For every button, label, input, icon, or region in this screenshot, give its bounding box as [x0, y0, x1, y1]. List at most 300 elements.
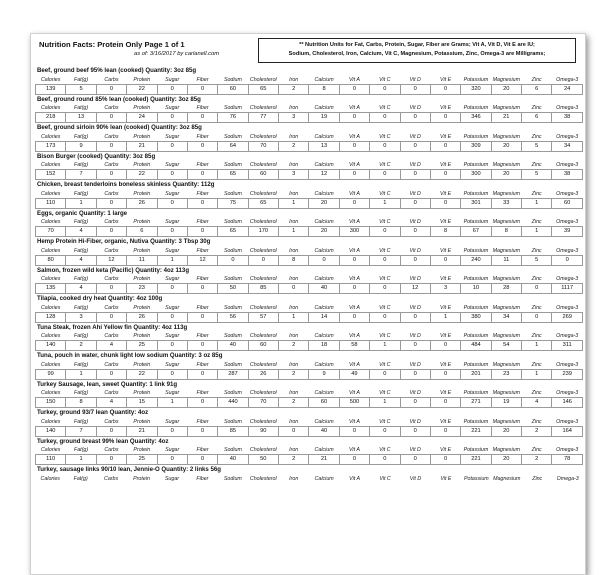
- value-cell: 2: [279, 398, 309, 408]
- value-cell: 0: [187, 84, 217, 94]
- column-header: Sodium: [223, 219, 242, 225]
- header-row: [36, 361, 583, 370]
- column-header: Calcium: [314, 304, 334, 311]
- food-item: [35, 95, 581, 124]
- column-header: Carbs: [104, 162, 119, 168]
- food-name: Beef, ground beef 95% lean (cooked) Quantity: 3oz 85g: [37, 67, 197, 74]
- value-cell: 2: [279, 369, 309, 379]
- value-cell: 5: [522, 141, 552, 151]
- value-cell: 33: [491, 198, 521, 208]
- column-header: Cholesterol: [249, 190, 277, 197]
- value-cell: 5: [66, 84, 96, 94]
- food-item: [35, 152, 581, 181]
- column-header: Iron: [289, 190, 299, 197]
- column-header: Sodium: [223, 390, 242, 396]
- column-header: Cholesterol: [249, 76, 277, 83]
- column-header: Calcium: [314, 447, 334, 453]
- value-cell: 38: [552, 113, 583, 123]
- value-cell: 20: [491, 141, 521, 151]
- value-cell: 0: [187, 426, 217, 436]
- column-header: Omega-3: [556, 76, 579, 83]
- column-header: Potassium: [463, 133, 489, 140]
- value-cell: 0: [400, 84, 430, 94]
- column-header: Vit A: [348, 76, 360, 83]
- value-cell: 60: [552, 198, 583, 208]
- column-header: Protein: [133, 475, 150, 482]
- value-cell: 8: [279, 255, 309, 265]
- value-cell: 0: [430, 255, 460, 265]
- column-header: Fat(g): [73, 247, 89, 254]
- column-header: Vit E: [440, 276, 452, 282]
- column-header: Omega-3: [556, 390, 579, 396]
- value-cell: 0: [430, 341, 460, 351]
- column-header: Vit A: [348, 447, 360, 453]
- value-cell: 300: [461, 170, 491, 180]
- column-header: Fat(g): [73, 447, 89, 453]
- column-header: Magnesium: [492, 418, 520, 425]
- column-header: Vit C: [379, 304, 391, 311]
- nutrition-table: [35, 76, 583, 95]
- column-header: Calories: [40, 276, 61, 282]
- value-cell: 0: [370, 369, 400, 379]
- food-item: [35, 237, 581, 266]
- value-cell: 0: [430, 369, 460, 379]
- value-cell: 0: [96, 284, 126, 294]
- column-header: Potassium: [463, 418, 489, 425]
- value-cell: 0: [370, 113, 400, 123]
- value-cell: 0: [187, 312, 217, 322]
- value-cell: 15: [127, 398, 157, 408]
- value-cell: 0: [430, 113, 460, 123]
- value-cell: 2: [279, 141, 309, 151]
- value-cell: 500: [339, 398, 369, 408]
- header-row: [36, 275, 583, 284]
- column-header: Magnesium: [492, 76, 520, 83]
- value-cell: 13: [66, 113, 96, 123]
- value-cell: 1: [522, 369, 552, 379]
- value-cell: 2: [66, 341, 96, 351]
- column-header: Vit A: [348, 390, 360, 396]
- value-cell: 12: [400, 284, 430, 294]
- column-header: Zinc: [531, 219, 542, 225]
- column-header: Sugar: [165, 361, 180, 368]
- value-cell: 40: [309, 426, 339, 436]
- column-header: Fat(g): [73, 162, 89, 168]
- value-cell: 0: [187, 227, 217, 237]
- value-cell: 0: [370, 141, 400, 151]
- column-header: Vit E: [440, 447, 452, 453]
- value-cell: 0: [430, 426, 460, 436]
- column-header: Zinc: [531, 276, 542, 282]
- column-header: Potassium: [463, 276, 489, 282]
- value-cell: 1: [279, 198, 309, 208]
- column-header: Vit E: [440, 219, 452, 225]
- column-header: Zinc: [531, 190, 542, 197]
- value-cell: 0: [96, 227, 126, 237]
- column-header: Potassium: [463, 333, 489, 339]
- column-header: Carbs: [104, 333, 119, 339]
- food-name: Beef, ground round 85% lean (cooked) Quantity: 3oz 85g: [37, 95, 201, 103]
- column-header: Omega-3: [556, 190, 579, 197]
- column-header: Vit D: [409, 304, 421, 311]
- value-cell: 25: [127, 341, 157, 351]
- value-cell: 0: [522, 284, 552, 294]
- value-cell: 8: [491, 227, 521, 237]
- column-header: Magnesium: [492, 219, 520, 225]
- value-cell: 0: [339, 255, 369, 265]
- column-header: Vit D: [409, 447, 421, 453]
- column-header: Calcium: [314, 162, 334, 168]
- value-cell: 1: [522, 341, 552, 351]
- column-header: Vit E: [440, 133, 452, 140]
- column-header: Calcium: [314, 219, 334, 225]
- value-cell: 0: [400, 341, 430, 351]
- column-header: Vit A: [348, 361, 360, 368]
- value-cell: 1: [430, 312, 460, 322]
- value-cell: 0: [370, 426, 400, 436]
- value-cell: 20: [491, 426, 521, 436]
- value-cell: 40: [309, 284, 339, 294]
- column-header: Calories: [40, 361, 61, 368]
- column-header: Vit D: [409, 190, 421, 197]
- value-cell: 128: [36, 312, 66, 322]
- value-cell: 0: [96, 170, 126, 180]
- value-cell: 64: [218, 141, 248, 151]
- value-cell: 140: [36, 426, 66, 436]
- value-cell: 1: [279, 227, 309, 237]
- value-cell: 26: [127, 198, 157, 208]
- column-header: Calcium: [314, 133, 334, 140]
- column-header: Carbs: [104, 418, 119, 425]
- units-note-box: [258, 38, 576, 63]
- value-cell: 0: [370, 84, 400, 94]
- column-header: Sugar: [165, 162, 180, 168]
- value-cell: 240: [461, 255, 491, 265]
- column-header: Cholesterol: [249, 361, 277, 368]
- header-row: [36, 332, 583, 341]
- column-header: Fat(g): [73, 76, 89, 83]
- value-cell: 2: [522, 426, 552, 436]
- column-header: Fiber: [196, 447, 209, 453]
- header-row: [36, 247, 583, 256]
- header-row: [35, 475, 583, 483]
- column-header: Zinc: [531, 361, 542, 368]
- column-header: Magnesium: [492, 361, 520, 368]
- column-header: Vit A: [349, 475, 361, 482]
- value-cell: 2: [279, 341, 309, 351]
- value-cell: 164: [552, 426, 583, 436]
- column-header: Potassium: [463, 105, 489, 111]
- value-cell: 7: [66, 426, 96, 436]
- value-cell: 0: [96, 141, 126, 151]
- column-header: Fiber: [196, 390, 209, 396]
- value-cell: 269: [552, 312, 583, 322]
- value-cell: 6: [522, 84, 552, 94]
- column-header: Protein: [133, 418, 151, 425]
- column-header: Calcium: [314, 247, 334, 254]
- column-header: Vit E: [440, 390, 452, 396]
- column-header: Vit D: [409, 133, 421, 140]
- value-cell: 0: [279, 284, 309, 294]
- value-cell: 1: [66, 455, 96, 465]
- column-header: Sugar: [165, 447, 180, 453]
- value-cell: 0: [522, 312, 552, 322]
- value-cell: 0: [187, 369, 217, 379]
- value-cell: 26: [248, 369, 278, 379]
- value-cell: 20: [491, 84, 521, 94]
- column-header: Sodium: [223, 162, 242, 168]
- value-cell: 77: [248, 113, 278, 123]
- column-header: Vit E: [440, 247, 452, 254]
- value-cell: 58: [339, 341, 369, 351]
- value-cell: 1: [522, 198, 552, 208]
- nutrition-table: [35, 304, 583, 323]
- column-header: Potassium: [463, 76, 489, 83]
- column-header: Vit A: [348, 418, 360, 425]
- value-cell: 0: [400, 255, 430, 265]
- value-cell: 0: [187, 170, 217, 180]
- column-header: Calcium: [314, 361, 334, 368]
- value-cell: 1117: [552, 284, 583, 294]
- nutrition-table: [35, 389, 583, 408]
- column-header: Calories: [40, 418, 61, 425]
- value-cell: 0: [400, 227, 430, 237]
- value-cell: 40: [218, 455, 248, 465]
- column-header: Calories: [40, 247, 61, 254]
- column-header: Sodium: [223, 333, 242, 339]
- value-cell: 20: [309, 227, 339, 237]
- column-header: Zinc: [531, 133, 542, 140]
- column-header: Fat(g): [73, 276, 89, 282]
- value-cell: 221: [461, 426, 491, 436]
- nutrition-table: [35, 475, 583, 483]
- nutrition-table: [35, 361, 583, 380]
- nutrition-table: [35, 332, 583, 351]
- value-cell: 0: [157, 84, 187, 94]
- value-cell: 0: [339, 141, 369, 151]
- value-cell: 0: [157, 312, 187, 322]
- value-cell: 0: [96, 455, 126, 465]
- food-item: [35, 266, 581, 295]
- value-cell: 54: [491, 341, 521, 351]
- column-header: Carbs: [104, 276, 119, 282]
- column-header: Cholesterol: [249, 390, 277, 396]
- value-cell: 0: [157, 455, 187, 465]
- value-cell: 239: [552, 369, 583, 379]
- food-item: [35, 209, 581, 238]
- value-cell: 0: [400, 312, 430, 322]
- food-item: [35, 180, 581, 209]
- food-name: Hemp Protein Hi-Fiber, organic, Nutiva Quantity: 3 Tbsp 30g: [37, 238, 211, 245]
- column-header: Sodium: [223, 304, 242, 311]
- column-header: Fat(g): [73, 304, 89, 311]
- value-cell: 9: [309, 369, 339, 379]
- column-header: Zinc: [531, 333, 542, 339]
- column-header: Fat(g): [73, 361, 89, 368]
- column-header: Magnesium: [492, 276, 520, 282]
- column-header: Calcium: [314, 190, 334, 197]
- column-header: Calories: [40, 190, 61, 197]
- column-header: Vit C: [379, 475, 391, 482]
- column-header: Zinc: [531, 162, 542, 168]
- value-cell: 0: [96, 312, 126, 322]
- column-header: Iron: [289, 390, 299, 396]
- value-cell: 0: [157, 198, 187, 208]
- column-header: Sodium: [223, 247, 242, 254]
- header-row: [36, 76, 583, 85]
- column-header: Vit C: [379, 105, 391, 111]
- column-header: Omega-3: [556, 247, 579, 254]
- column-header: Magnesium: [492, 162, 520, 168]
- column-header: Iron: [289, 247, 299, 254]
- column-header: Vit A: [348, 333, 360, 339]
- food-name: Eggs, organic Quantity: 1 large: [37, 209, 128, 217]
- value-cell: 0: [339, 426, 369, 436]
- value-cell: 440: [218, 398, 248, 408]
- column-header: Fiber: [196, 361, 209, 368]
- column-header: Sodium: [223, 447, 242, 453]
- column-header: Protein: [133, 76, 151, 83]
- value-cell: 24: [127, 113, 157, 123]
- value-cell: 0: [400, 455, 430, 465]
- nutrition-table: [35, 161, 583, 180]
- value-cell: 0: [430, 84, 460, 94]
- value-cell: 65: [248, 84, 278, 94]
- column-header: Zinc: [531, 105, 542, 111]
- column-header: Calcium: [314, 333, 334, 339]
- value-cell: 0: [400, 113, 430, 123]
- column-header: Fiber: [196, 304, 209, 311]
- value-row: [36, 141, 583, 151]
- value-cell: 85: [218, 426, 248, 436]
- value-row: [36, 455, 583, 465]
- value-cell: 320: [461, 84, 491, 94]
- column-header: Vit A: [348, 162, 360, 168]
- value-cell: 8: [430, 227, 460, 237]
- value-cell: 0: [400, 170, 430, 180]
- column-header: Fiber: [196, 219, 209, 225]
- column-header: Omega-3: [556, 276, 579, 282]
- column-header: Fiber: [196, 418, 209, 425]
- column-header: Vit D: [409, 162, 421, 168]
- value-cell: 0: [400, 426, 430, 436]
- value-cell: 40: [218, 341, 248, 351]
- value-cell: 380: [461, 312, 491, 322]
- column-header: Vit A: [348, 105, 360, 111]
- value-cell: 0: [187, 141, 217, 151]
- column-header: Fat(g): [73, 390, 89, 396]
- column-header: Sodium: [223, 276, 242, 282]
- value-cell: 0: [187, 198, 217, 208]
- value-row: [36, 198, 583, 208]
- value-cell: 60: [218, 84, 248, 94]
- value-row: [36, 255, 583, 265]
- column-header: Vit D: [409, 475, 422, 482]
- column-header: Vit E: [440, 475, 452, 482]
- column-header: Vit D: [409, 418, 421, 425]
- column-header: Vit C: [379, 219, 391, 225]
- food-name: Beef, ground sirloin 90% lean (cooked) Quantity: 3oz 85g: [37, 124, 202, 131]
- value-cell: 34: [491, 312, 521, 322]
- nutrition-table: [35, 104, 583, 123]
- value-cell: 311: [552, 341, 583, 351]
- column-header: Iron: [289, 304, 299, 311]
- column-header: Vit D: [409, 276, 421, 282]
- value-cell: 50: [248, 455, 278, 465]
- column-header: Potassium: [463, 361, 489, 368]
- column-header: Cholesterol: [249, 304, 277, 311]
- column-header: Sugar: [165, 76, 180, 83]
- column-header: Calcium: [314, 475, 334, 482]
- column-header: Magnesium: [492, 304, 520, 311]
- value-cell: 0: [430, 398, 460, 408]
- column-header: Vit D: [409, 219, 421, 225]
- column-header: Sugar: [164, 475, 180, 482]
- value-cell: 139: [36, 84, 66, 94]
- value-cell: 218: [36, 113, 66, 123]
- column-header: Cholesterol: [249, 418, 277, 425]
- column-header: Vit C: [379, 133, 391, 140]
- food-item: [35, 437, 581, 466]
- value-cell: 13: [309, 141, 339, 151]
- value-cell: 1: [522, 227, 552, 237]
- column-header: Vit C: [379, 361, 391, 368]
- column-header: Protein: [133, 447, 151, 453]
- column-header: Vit E: [440, 76, 452, 83]
- column-header: Sodium: [223, 190, 242, 197]
- column-header: Fiber: [196, 475, 209, 482]
- column-header: Carbs: [104, 447, 119, 453]
- column-header: Cholesterol: [249, 276, 277, 282]
- value-cell: 8: [66, 398, 96, 408]
- value-cell: 0: [309, 255, 339, 265]
- value-row: [36, 113, 583, 123]
- header-row: [36, 104, 583, 113]
- value-cell: 221: [461, 455, 491, 465]
- column-header: Vit C: [379, 418, 391, 425]
- value-cell: 0: [370, 170, 400, 180]
- column-header: Vit A: [348, 247, 360, 254]
- column-header: Calories: [40, 76, 61, 83]
- column-header: Calcium: [314, 76, 334, 83]
- column-header: Sugar: [165, 190, 180, 197]
- value-cell: 0: [157, 284, 187, 294]
- value-cell: 1: [370, 198, 400, 208]
- value-cell: 0: [96, 426, 126, 436]
- food-list: [31, 66, 585, 483]
- column-header: Vit A: [348, 276, 360, 282]
- column-header: Calories: [40, 219, 61, 225]
- column-header: Carbs: [104, 475, 119, 482]
- value-cell: 24: [552, 84, 583, 94]
- value-cell: 287: [218, 369, 248, 379]
- column-header: Sugar: [165, 333, 180, 339]
- column-header: Protein: [133, 361, 151, 368]
- value-cell: 57: [248, 312, 278, 322]
- food-name: Turkey, ground 93/7 lean Quantity: 4oz: [37, 409, 149, 416]
- column-header: Sugar: [165, 390, 180, 396]
- value-cell: 0: [248, 255, 278, 265]
- value-cell: 0: [430, 455, 460, 465]
- column-header: Potassium: [463, 219, 489, 225]
- food-name: Salmon, frozen wild keta (Pacific) Quantity: 4oz 113g: [37, 266, 190, 274]
- value-cell: 19: [309, 113, 339, 123]
- column-header: Vit C: [379, 190, 391, 197]
- column-header: Protein: [133, 219, 151, 225]
- column-header: Vit C: [379, 390, 391, 396]
- value-cell: 0: [339, 170, 369, 180]
- column-header: Iron: [289, 361, 299, 368]
